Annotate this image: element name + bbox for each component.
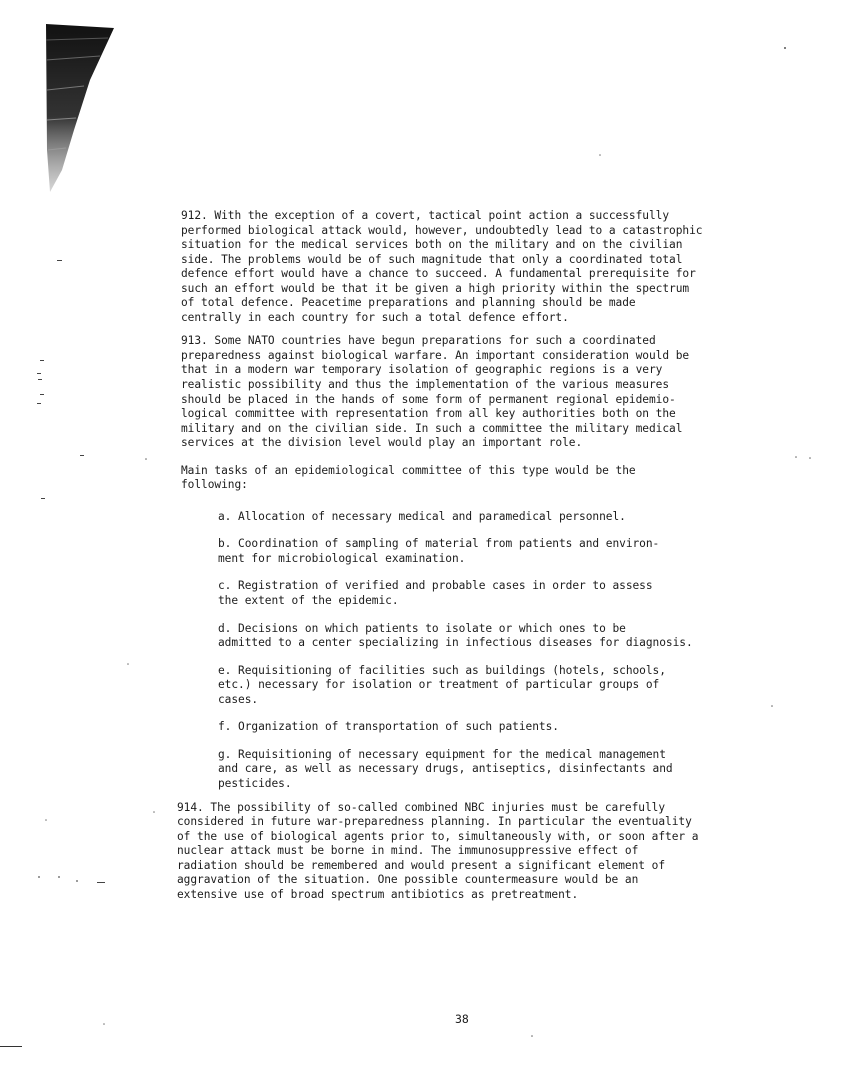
scan-edge-line xyxy=(0,1046,22,1047)
task-item-f: f. Organization of transportation of such patients. xyxy=(218,720,559,734)
task-item-d: d. Decisions on which patients to isolate or which ones to be admitted to a center specializing in infectious diseases for diagnosis. xyxy=(218,621,693,650)
task-item-b: b. Coordination of sampling of material from patients and environ- ment for microbiological examination. xyxy=(218,537,660,565)
task-item-c: c. Registration of verified and probable cases in order to assess the extent of the epidemic. xyxy=(218,579,653,608)
paragraph-914: 914. The possibility of so-called combined NBC injuries must be carefully considered in future war-preparedness planning. In particular the eventuality of the use of biological agents prior to, simultaneously with, or soon after a nuclear attack must be borne in mind. The immunosuppressive effect of radiation should be remembered and would present a significant element of aggravation of the situation. One possible countermeasure would be an extensive use of broad spectrum antibiotics as pretreatment. xyxy=(177,800,699,901)
task-item-g: g. Requisitioning of necessary equipment for the medical management and care, as well as necessary drugs, antiseptics, disinfectants and pesticides. xyxy=(218,747,673,790)
tasks-list xyxy=(181,510,801,792)
task-item-e: e. Requisitioning of facilities such as buildings (hotels, schools, etc.) necessary for isolation or treatment of particular groups of cases. xyxy=(218,663,666,706)
page-number: 38 xyxy=(455,1012,469,1026)
tasks-intro: Main tasks of an epidemiological committee of this type would be the following: xyxy=(181,463,636,492)
task-item-a: a. Allocation of necessary medical and paramedical personnel. xyxy=(218,509,626,523)
scan-artifact-mark xyxy=(44,20,124,198)
paragraph-912: 912. With the exception of a covert, tactical point action a successfully performed biological attack would, however, undoubtedly lead to a catastrophic situation for the medical services both on the military and on the civilian side. The problems would be of such magnitude that only a coordinated total defence effort would have a chance to succeed. A fundamental prerequisite for such an effort would be that it be given a high priority within the spectrum of total defence. Peacetime preparations and planning should be made centrally in each country for such a total defence effort. xyxy=(181,209,703,324)
document-page xyxy=(177,209,801,902)
paragraph-913: 913. Some NATO countries have begun preparations for such a coordinated preparedness against biological warfare. An important consideration would be that in a modern war temporary isolation of geographic regions is a very realistic possibility and thus the implementation of the various measures should be placed in the hands of some form of permanent regional epidemio- logical committee with representation from all key authorities both on the military and on the civilian side. In such a committee the military medical services at the division level would play an important role. xyxy=(181,334,690,450)
